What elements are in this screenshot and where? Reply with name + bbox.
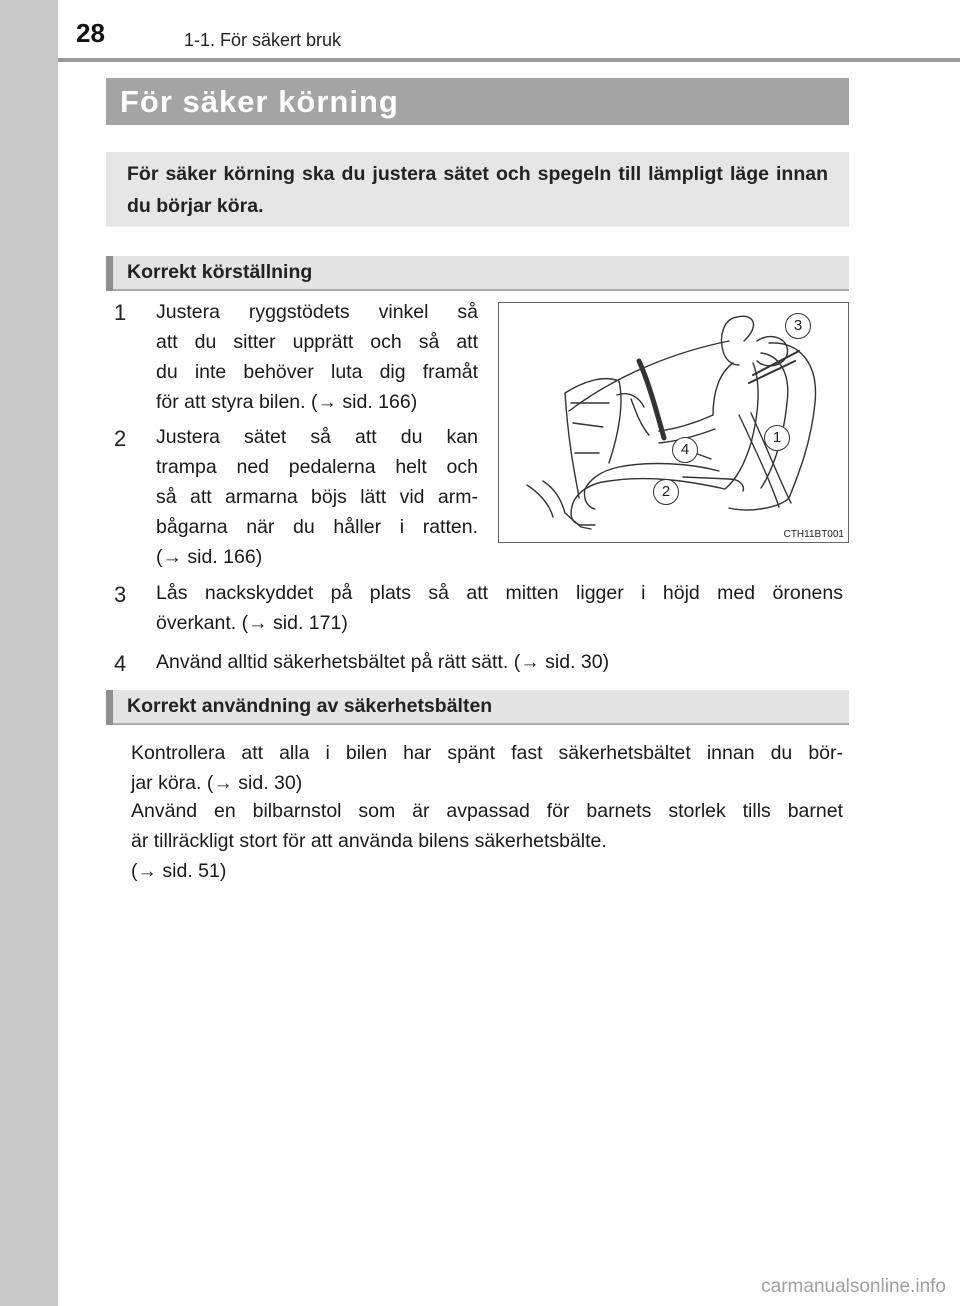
section-title: Korrekt körställning [127, 261, 313, 283]
item-2-text [156, 422, 478, 572]
text-line: så att armarna böjs lätt vid arm- [156, 486, 478, 508]
page-title: För säker körning [120, 84, 399, 119]
text-line: Lås nackskyddet på plats så att mitten ligger i höjd med öronens [156, 582, 843, 604]
text-line: (→ sid. 166) [156, 546, 263, 568]
callout-3: 3 [785, 313, 811, 339]
watermark: carmanualsonline.info [761, 1276, 946, 1297]
figure-code: CTH11BT001 [783, 529, 844, 540]
text-line: trampa ned pedalerna helt och [156, 456, 478, 478]
intro-box [106, 152, 849, 227]
item-number-3: 3 [114, 582, 127, 607]
driving-position-illustration [498, 302, 849, 543]
text-line: att du sitter upprätt och så att [156, 331, 478, 353]
section-heading-seatbelt-use [106, 690, 849, 725]
intro-text: För säker körning ska du justera sätet och spegeln till lämpligt läge innan du börjar köra. [127, 163, 828, 217]
text-line: för att styra bilen. (→ sid. 166) [156, 391, 418, 413]
item-number-4: 4 [114, 651, 127, 676]
text-line: Använd en bilbarnstol som är avpassad för barnets storlek tills barnet [131, 800, 843, 822]
text-line: Justera sätet så att du kan [156, 426, 478, 448]
text-line: bågarna när du håller i ratten. [156, 516, 478, 538]
item-3-text [156, 578, 843, 638]
text-line: du inte behöver luta dig framåt [156, 361, 478, 383]
side-band [0, 0, 58, 1306]
item-1-text [156, 297, 478, 417]
callout-1: 1 [764, 425, 790, 451]
text-line: jar köra. (→ sid. 30) [131, 772, 303, 794]
breadcrumb: 1-1. För säkert bruk [184, 30, 342, 50]
seatbelt-paragraph-1 [131, 738, 843, 798]
text-line: Kontrollera att alla i bilen har spänt fast säkerhetsbältet innan du bör- [131, 742, 843, 764]
item-number-2: 2 [114, 426, 127, 451]
text-line: Använd alltid säkerhetsbältet på rätt sätt. (→ sid. 30) [156, 651, 610, 673]
section-title: Korrekt användning av säkerhetsbälten [127, 695, 493, 717]
item-4-text [156, 647, 843, 677]
seatbelt-paragraph-2 [131, 796, 843, 886]
text-line: Justera ryggstödets vinkel så [156, 301, 478, 323]
text-line: överkant. (→ sid. 171) [156, 612, 348, 634]
callout-4: 4 [672, 437, 698, 463]
callout-2: 2 [653, 479, 679, 505]
text-line: är tillräckligt stort för att använda bilens säkerhetsbälte. [131, 830, 607, 852]
text-line: (→ sid. 51) [131, 860, 227, 882]
section-heading-driving-position [106, 256, 849, 291]
item-number-1: 1 [114, 300, 127, 325]
section-marker [106, 256, 113, 291]
section-marker [106, 690, 113, 725]
header-divider [58, 58, 960, 62]
title-bar [106, 78, 849, 125]
page-number: 28 [76, 18, 105, 48]
